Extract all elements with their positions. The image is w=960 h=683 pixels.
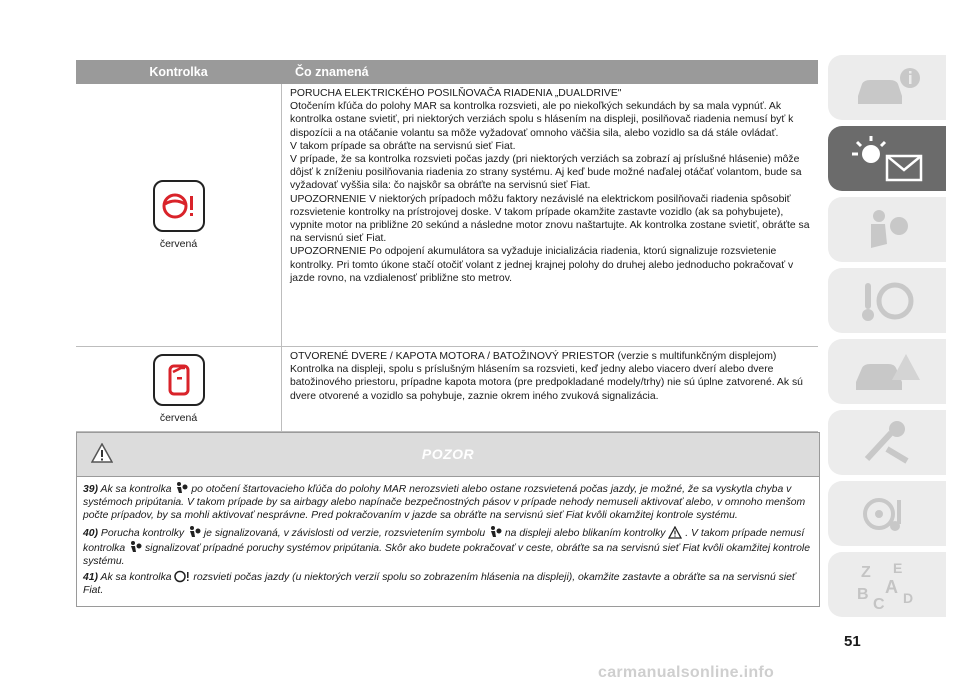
table-header bbox=[76, 60, 818, 84]
paragraph: V takom prípade sa obráťte na servisnú sieť Fiat. bbox=[290, 140, 516, 152]
indicator-cell bbox=[76, 347, 282, 431]
note-40 bbox=[83, 525, 813, 569]
row-title: OTVORENÉ DVERE / KAPOTA MOTORA / BATOŽINOVÝ PRIESTOR (verzie s multifunkčným displejom) bbox=[290, 351, 777, 362]
color-label: červená bbox=[159, 238, 198, 250]
airbag-person-icon bbox=[128, 540, 142, 554]
note-39 bbox=[83, 481, 813, 523]
note-text: na displeji alebo blikaním kontrolky bbox=[504, 527, 666, 539]
note-text: po otočení štartovacieho kľúča do polohy MAR nerozsvieti alebo ostane rozsvietená počas jazdy, je možné, že sa vyskytla chyba v systémoch pripútania. V takom prípade by sa airbagy alebo napínače bezpečnostných pásov v prípade nehody nemuseli aktivovať alebo, v omnoho menšom počte prípadov, by sa mohli aktivovať nesprávne. Pred pokračovaním v jazde sa obráťte na servisnú sieť Fiat kvôli okamžitej kontrole systému. bbox=[83, 484, 806, 522]
paragraph: Otočením kľúča do polohy MAR sa kontrolka rozsvieti, ale po niekoľkých sekundách by sa mala vypnúť. Ak kontrolka ostane svietiť, pri niektorých verziách spolu s hlásením na displeji, posilňovač riadenia nemusí byť k dispozícii a na otáčanie volantu sa môže vyžadovať omnoho väčšia sila, alebo vozidlo sa dá stále ovládať. bbox=[290, 101, 794, 139]
header-kontrolka: Kontrolka bbox=[149, 65, 208, 79]
index-letter: A bbox=[885, 576, 898, 597]
tab-car-info[interactable] bbox=[828, 55, 946, 120]
table-row bbox=[76, 84, 818, 347]
tab-safety[interactable] bbox=[828, 197, 946, 262]
airbag-person-icon bbox=[187, 525, 201, 539]
airbag-person-icon bbox=[174, 481, 188, 495]
description-cell bbox=[282, 84, 818, 346]
tab-index[interactable] bbox=[828, 552, 946, 617]
warning-header bbox=[77, 433, 819, 477]
multimedia-icon bbox=[857, 490, 917, 538]
pozor-warning-box bbox=[76, 432, 820, 607]
warning-lights-table bbox=[76, 60, 818, 432]
car-info-icon bbox=[852, 66, 922, 110]
note-text: Ak sa kontrolka bbox=[100, 572, 172, 584]
index-letters-icon bbox=[847, 557, 927, 613]
key-steering-icon bbox=[857, 277, 917, 325]
indicator-box bbox=[153, 180, 205, 232]
watermark: carmanualsonline.info bbox=[598, 664, 775, 681]
tab-maintenance[interactable] bbox=[828, 410, 946, 475]
header-co-znamena: Čo znamená bbox=[295, 65, 369, 79]
door-open-icon bbox=[164, 363, 194, 397]
tab-warning-lights[interactable] bbox=[828, 126, 946, 191]
warning-triangle-icon bbox=[668, 526, 682, 539]
note-41 bbox=[83, 570, 813, 597]
warning-light-message-icon bbox=[847, 134, 927, 184]
table-row bbox=[76, 347, 818, 432]
description-cell bbox=[282, 347, 818, 431]
paragraph: UPOZORNENIE Po odpojení akumulátora sa vyžaduje inicializácia riadenia, ktorú signalizuje rozsvietenie kontrolky. Pri tomto úkone stačí otočiť volant z jednej krajnej polohy do druhej alebo jednoducho pokračovať v jazde rovno, na vzdialenosť približne sto metrov. bbox=[290, 246, 794, 284]
maintenance-tools-icon bbox=[857, 419, 917, 467]
paragraph: Kontrolka na displeji, spolu s príslušným hlásením sa rozsvieti, keď jedny alebo viacero dverí alebo dvere batožinového priestoru, prípadne kapota motora (pre predpokladané modely/trhy) nie sú úplne zatvorené. Ak sú dvere otvorené a vozidlo sa pohybuje, zaznie okrem iného zvuková signalizácia. bbox=[290, 364, 803, 402]
warning-title: POZOR bbox=[421, 446, 475, 462]
note-text: . V takom prípade nemusí kontrolka bbox=[83, 527, 805, 554]
note-number: 41) bbox=[83, 572, 99, 584]
index-letter: B bbox=[857, 585, 869, 603]
note-number: 39) bbox=[83, 484, 99, 495]
note-text: signalizovať prípadné poruchy systémov pripútania. Skôr ako budete pokračovať v ceste, obráťte sa na servisnú sieť Fiat kvôli okamžitej kontrole systému. bbox=[83, 542, 810, 568]
emergency-warning-icon bbox=[852, 348, 922, 396]
paragraph: UPOZORNENIE V niektorých prípadoch môžu faktory nezávislé na elektrickom posilňovači riadenia spôsobiť rozsvietenie kontrolky na prístrojovej doske. V takom prípade okamžite zastavte vozidlo (ak sa pohybujete), vypnite motor na približne 20 sekúnd a následne motor znovu naštartujte. Ak kontrolka zostane svietiť, obráťte sa na servisnú sieť Fiat. bbox=[290, 193, 810, 245]
note-text: Porucha kontrolky bbox=[100, 527, 185, 539]
indicator-cell bbox=[76, 84, 282, 346]
seat-airbag-icon bbox=[857, 206, 917, 254]
color-label: červená bbox=[159, 412, 198, 424]
paragraph: V prípade, že sa kontrolka rozsvieti počas jazdy (pri niektorých verziách sa zobrazí aj príslušné hlásenie) môže dôjsť k zníženiu posilňovania riadenia zo strany systému. Aj keď bude možné naďalej otáčať volantom, bude sa vyžadovať vyššia sila: čo najskôr sa obráťte na servisnú sieť Fiat. bbox=[290, 154, 802, 192]
airbag-person-icon bbox=[488, 525, 502, 539]
note-text: Ak sa kontrolka bbox=[100, 484, 172, 495]
index-letter: E bbox=[893, 559, 903, 576]
chapter-sidebar bbox=[828, 55, 946, 623]
steering-wheel-warning-icon bbox=[174, 570, 190, 583]
indicator-box bbox=[153, 354, 205, 406]
page-number: 51 bbox=[844, 633, 861, 650]
note-text: rozsvieti počas jazdy (u niektorých verzií spolu so zobrazením hlásenia na displeji), okamžite zastavte a obráťte sa na servisnú sieť Fiat. bbox=[83, 572, 796, 597]
index-letter: D bbox=[903, 589, 914, 606]
note-number: 40) bbox=[83, 527, 99, 539]
steering-wheel-warning-icon bbox=[161, 191, 197, 221]
index-letter: Z bbox=[861, 563, 871, 581]
note-text: je signalizovaná, v závislosti od verzie, rozsvietením symbolu bbox=[203, 527, 486, 539]
index-letter: C bbox=[873, 595, 885, 613]
warning-body bbox=[77, 477, 819, 606]
tab-emergency[interactable] bbox=[828, 339, 946, 404]
row-title: PORUCHA ELEKTRICKÉHO POSILŇOVAČA RIADENIA „DUALDRIVE" bbox=[290, 88, 622, 99]
tab-multimedia[interactable] bbox=[828, 481, 946, 546]
tab-starting-driving[interactable] bbox=[828, 268, 946, 333]
